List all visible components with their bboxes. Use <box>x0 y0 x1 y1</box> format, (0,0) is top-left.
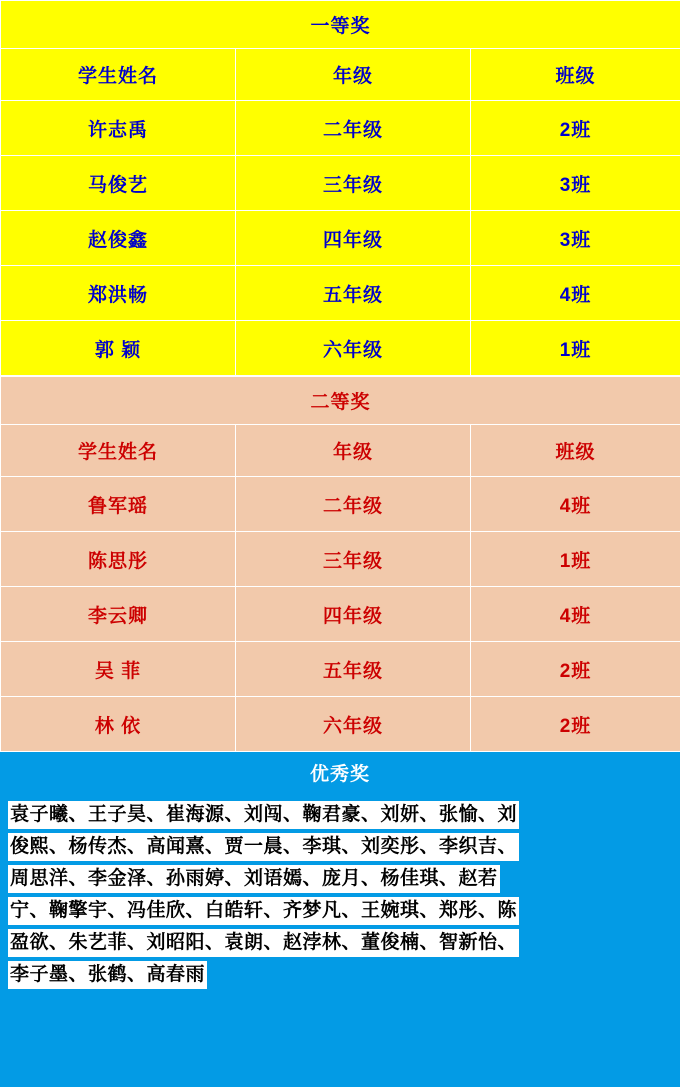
first-prize-banner: 一等奖 <box>1 1 680 49</box>
cell-class: 1班 <box>471 321 680 376</box>
list-item <box>8 929 672 961</box>
cell-student-name: 郑洪畅 <box>1 266 236 321</box>
cell-grade: 二年级 <box>236 101 471 156</box>
cell-class: 4班 <box>471 266 680 321</box>
cell-grade: 六年级 <box>236 321 471 376</box>
header-class: 班级 <box>471 425 680 477</box>
list-item <box>8 801 672 833</box>
second-prize-banner-row <box>1 377 680 425</box>
header-grade: 年级 <box>236 49 471 101</box>
table-row <box>1 266 680 321</box>
excellence-prize-name-list <box>0 797 680 1003</box>
cell-grade: 二年级 <box>236 477 471 532</box>
cell-student-name: 郭 颖 <box>1 321 236 376</box>
excellence-name-line: 盈欲、朱艺菲、刘昭阳、袁朗、赵浡林、董俊楠、智新怡、 <box>8 929 519 957</box>
cell-student-name: 赵俊鑫 <box>1 211 236 266</box>
cell-grade: 三年级 <box>236 532 471 587</box>
cell-class: 1班 <box>471 532 680 587</box>
cell-student-name: 吴 菲 <box>1 642 236 697</box>
cell-class: 3班 <box>471 156 680 211</box>
excellence-name-line: 俊熙、杨传杰、高闻熹、贾一晨、李琪、刘奕彤、李织吉、 <box>8 833 519 861</box>
cell-student-name: 鲁军瑶 <box>1 477 236 532</box>
table-row <box>1 697 680 752</box>
cell-student-name: 马俊艺 <box>1 156 236 211</box>
excellence-prize-section <box>0 752 680 1087</box>
table-row <box>1 156 680 211</box>
cell-grade: 六年级 <box>236 697 471 752</box>
list-item <box>8 961 672 993</box>
list-item <box>8 897 672 929</box>
cell-grade: 四年级 <box>236 587 471 642</box>
second-prize-header-row <box>1 425 680 477</box>
cell-class: 2班 <box>471 101 680 156</box>
cell-class: 4班 <box>471 587 680 642</box>
excellence-name-line: 袁子曦、王子昊、崔海源、刘闯、鞠君豪、刘妍、张愉、刘 <box>8 801 519 829</box>
excellence-name-line: 宁、鞠擎宇、冯佳欣、白皓轩、齐梦凡、王婉琪、郑彤、陈 <box>8 897 519 925</box>
excellence-name-line: 周思洋、李金泽、孙雨婷、刘语嫣、庞月、杨佳琪、赵若 <box>8 865 500 893</box>
header-class: 班级 <box>471 49 680 101</box>
second-prize-table <box>0 376 680 752</box>
cell-grade: 五年级 <box>236 642 471 697</box>
list-item <box>8 865 672 897</box>
excellence-prize-banner: 优秀奖 <box>309 764 370 785</box>
table-row <box>1 211 680 266</box>
cell-grade: 四年级 <box>236 211 471 266</box>
cell-grade: 三年级 <box>236 156 471 211</box>
table-row <box>1 532 680 587</box>
header-grade: 年级 <box>236 425 471 477</box>
header-student-name: 学生姓名 <box>1 425 236 477</box>
first-prize-table <box>0 0 680 376</box>
first-prize-banner-row <box>1 1 680 49</box>
table-row <box>1 321 680 376</box>
table-row <box>1 642 680 697</box>
cell-class: 2班 <box>471 697 680 752</box>
cell-class: 2班 <box>471 642 680 697</box>
table-row <box>1 587 680 642</box>
header-student-name: 学生姓名 <box>1 49 236 101</box>
list-item <box>8 833 672 865</box>
table-row <box>1 477 680 532</box>
cell-class: 4班 <box>471 477 680 532</box>
cell-student-name: 许志禹 <box>1 101 236 156</box>
first-prize-header-row <box>1 49 680 101</box>
cell-student-name: 李云卿 <box>1 587 236 642</box>
cell-class: 3班 <box>471 211 680 266</box>
cell-student-name: 林 依 <box>1 697 236 752</box>
cell-student-name: 陈思彤 <box>1 532 236 587</box>
second-prize-banner: 二等奖 <box>1 377 680 425</box>
table-row <box>1 101 680 156</box>
cell-grade: 五年级 <box>236 266 471 321</box>
excellence-name-line: 李子墨、张鹤、高春雨 <box>8 961 207 989</box>
